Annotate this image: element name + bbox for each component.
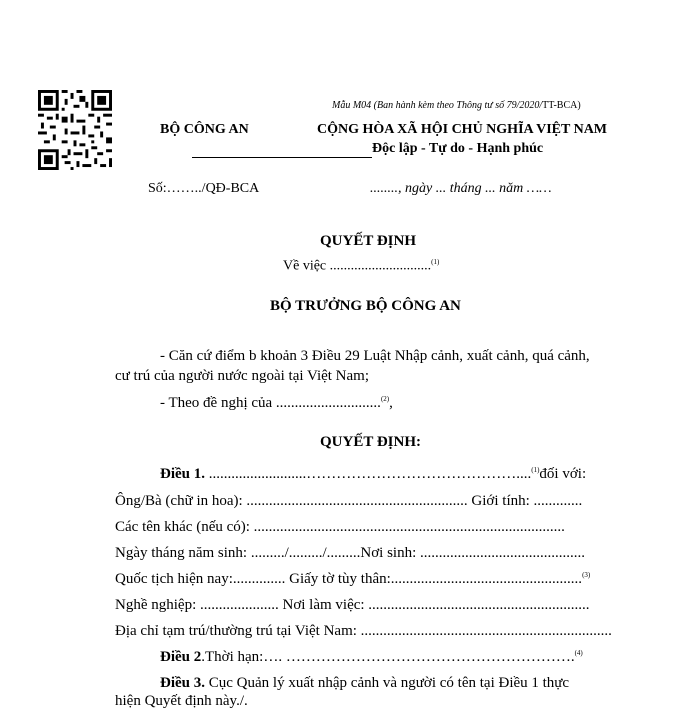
document-subject [283,258,439,275]
subject-ref: (1) [431,258,440,266]
field-nationality [115,571,590,588]
article-3-label: Điều 3. [160,675,205,691]
decision-heading: QUYẾT ĐỊNH: [320,434,421,450]
field-name: Ông/Bà (chữ in hoa): ........................................................... Giới tính: ............. [115,493,583,509]
article-1-tail: đối với: [539,466,587,482]
issuing-authority: BỘ TRƯỞNG BỘ CÔNG AN [270,298,461,314]
issuer-name: BỘ CÔNG AN [160,122,249,137]
date-line: ........, ngày ... tháng ... năm …… [370,181,552,196]
basis-line-2: cư trú của người nước ngoài tại Việt Nam; [115,368,370,384]
subject-text: Về việc ............................. [283,258,432,274]
article-1-label: Điều 1. [160,466,205,482]
proposal-end: , [389,395,393,411]
national-title: CỘNG HÒA XÃ HỘI CHỦ NGHĨA VIỆT NAM [317,122,608,137]
article-1-dots: ..........................…………………………………….... [205,466,532,482]
field-date-of-birth: Ngày tháng năm sinh: ........./........./.........Nơi sinh: ............................................ [115,545,586,561]
article-3 [160,675,569,692]
article-2-ref: (4) [574,649,583,657]
proposal-ref: (2) [380,395,390,403]
form-code [332,100,581,111]
field-nationality-text: Quốc tịch hiện nay:.............. Giấy tờ tùy thân:................................................... [115,571,583,587]
qr-code [38,90,112,170]
article-3-text: Cục Quản lý xuất nhập cảnh và người có tên tại Điều 1 thực [205,675,570,691]
form-code-suffix: TT-BCA) [542,100,581,111]
field-other-names: Các tên khác (nếu có): ................................................................................... [115,519,565,535]
national-motto: Độc lập - Tự do - Hạnh phúc [372,141,544,156]
proposal-text: - Theo đề nghị của ............................ [160,395,381,411]
form-code-issued: Ban hành kèm theo Thông tư số 79/2020/ [377,100,543,111]
article-1-ref: (1) [531,466,540,474]
article-2 [160,649,583,666]
field-nationality-ref: (3) [582,571,591,579]
issuer-underline [192,157,372,158]
article-3-continued: hiện Quyết định này./. [115,693,248,709]
article-1 [160,466,586,483]
field-occupation: Nghề nghiệp: ..................... Nơi làm việc: ........................................................... [115,597,590,613]
form-code-prefix: Mẫu M04 ( [332,100,377,111]
basis-line-1: - Căn cứ điểm b khoản 3 Điều 29 Luật Nhập cảnh, xuất cảnh, quá cảnh, [160,348,590,364]
document-title: QUYẾT ĐỊNH [320,233,416,249]
document-number: Số:……../QĐ-BCA [148,181,260,196]
article-2-text: .Thời hạn:…. …………………………………………………. [201,649,575,665]
article-2-label: Điều 2 [160,649,202,665]
proposal-line [160,395,393,412]
field-address: Địa chỉ tạm trú/thường trú tại Việt Nam: ................................................................... [115,623,612,639]
